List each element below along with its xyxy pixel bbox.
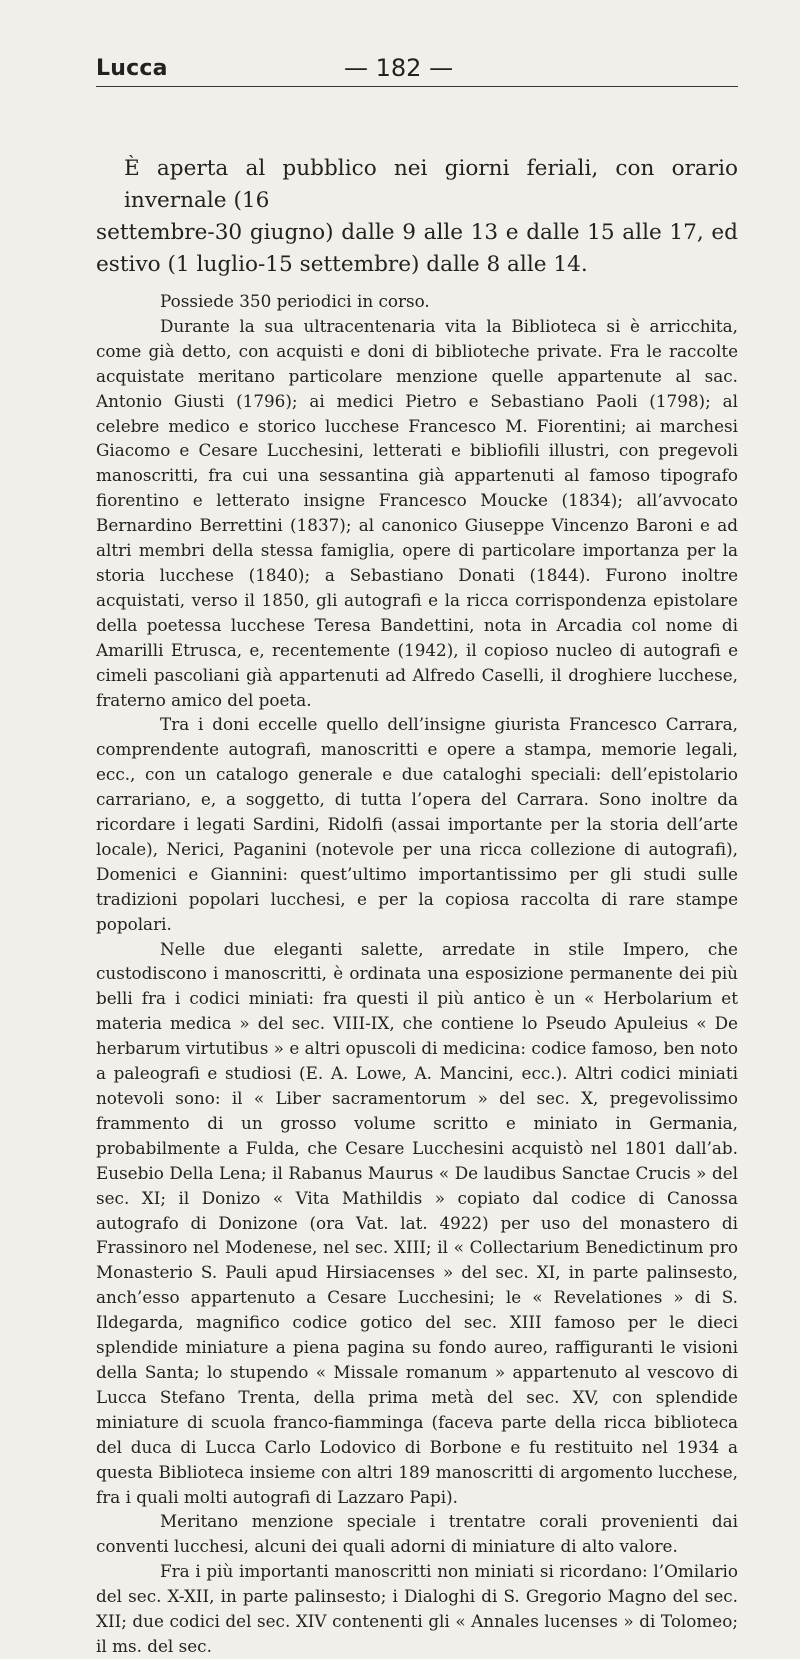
running-head: Lucca	[96, 56, 168, 81]
paragraph-donations: Tra i doni eccelle quello dell’insigne giurista Francesco Carrara, comprendente autografi, manoscritti e opere a stampa, memorie legali, ecc., con un catalogo generale e due cataloghi speciali: dell’epistolario carrariano, e, a soggetto, di tutta l’opera del Carrara. Sono inoltre da ricordare i legati Sardini, Ridolfi (assai importante per la storia dell’arte locale), Nerici, Paganini (notevole per una ricca collezione di autografi), Domenici e Giannini: quest’ultimo importantissimo per gli studi sulle tradizioni popolari lucchesi, e per la copiosa raccolta di rare stampe popolari.	[96, 714, 738, 934]
page-header	[96, 52, 738, 87]
lead-paragraph	[96, 153, 738, 281]
page-number: — 182 —	[344, 54, 454, 82]
paragraph-manuscripts-exhibit: Nelle due eleganti salette, arredate in stile Impero, che custodiscono i manoscritti, è ordinata una esposizione permanente dei più belli fra i codici miniati: fra questi il più antico è un « Herbolarium et materia medica » del sec. VIII-IX, che contiene lo Pseudo Apuleius « De herbarum virtutibus » e altri opuscoli di medicina: codice famoso, ben noto a paleografi e studiosi (E. A. Lowe, A. Mancini, ecc.). Altri codici miniati notevoli sono: il « Liber sacramentorum » del sec. X, pregevolissimo frammento di un grosso volume scritto e miniato in Germania, probabilmente a Fulda, che Cesare Lucchesini acquistò nel 1801 dall’ab. Eusebio Della Lena; il Rabanus Maurus « De laudibus Sanctae Crucis » del sec. XI; il Donizo « Vita Mathildis » copiato dal codice di Canossa autografo di Donizone (ora Vat. lat. 4922) per uso del monastero di Frassinoro nel Modenese, nel sec. XIII; il « Collectarium Benedictinum pro Monasterio S. Pauli apud Hirsiacenses » del sec. XI, in parte palinsesto, anch’esso appartenuto a Cesare Lucchesini; le « Revelationes » di S. Ildegarda, magnifico codice gotico del sec. XIII famoso per le dieci splendide miniature a piena pagina su fondo aureo, raffiguranti le visioni della Santa; lo stupendo « Missale romanum » appartenuto al vescovo di Lucca Stefano Trenta, della prima metà del sec. XV, con splendide miniature di scuola franco-fiamminga (faceva parte della ricca biblioteca del duca di Lucca Carlo Lodovico di Borbone e fu restituito nel 1934 a questa Biblioteca insieme con altri 189 manoscritti di argomento lucchese, fra i quali molti autografi di Lazzaro Papi).	[96, 938, 738, 1507]
body-text	[96, 289, 738, 1659]
paragraph-acquisitions: Durante la sua ultracentenaria vita la Biblioteca si è arricchita, come già detto, con acquisti e doni di biblioteche private. Fra le raccolte acquistate meritano particolare menzione quelle appartenute al sac. Antonio Giusti (1796); ai medici Pietro e Sebastiano Paoli (1798); al celebre medico e storico lucchese Francesco M. Fiorentini; ai marchesi Giacomo e Cesare Lucchesini, letterati e bibliofili illustri, con pregevoli manoscritti, fra cui una sessantina già appartenuti al famoso tipografo fiorentino e letterato insigne Francesco Moucke (1834); all’avvocato Bernardino Berrettini (1837); al canonico Giuseppe Vincenzo Baroni e ad altri membri della stessa famiglia, opere di particolare importanza per la storia lucchese (1840); a Sebastiano Donati (1844). Furono inoltre acquistati, verso il 1850, gli autografi e la ricca corrispondenza epistolare della poetessa lucchese Teresa Bandettini, nota in Arcadia col nome di Amarilli Etrusca, e, recentemente (1942), il copioso nucleo di autografi e cimeli pascoliani già appartenuti ad Alfredo Caselli, il droghiere lucchese, fraterno amico del poeta.	[96, 315, 738, 710]
paragraph-unilluminated-manuscripts: Fra i più importanti manoscritti non miniati si ricordano: l’Omilario del sec. X-XII, in parte palinsesto; i Dialoghi di S. Gregorio Magno del sec. XII; due codici del sec. XIV contenenti gli « Annales lucenses » di Tolomeo; il ms. del sec.	[96, 1561, 738, 1656]
paragraph-periodicals: Possiede 350 periodici in corso.	[160, 291, 430, 311]
lead-first-line: È aperta al pubblico nei giorni feriali, con orario invernale (16	[124, 156, 738, 213]
lead-continuation: settembre-30 giugno) dalle 9 alle 13 e dalle 15 alle 17, ed estivo (1 luglio-15 settembre) dalle 8 alle 14.	[96, 220, 738, 277]
paragraph-choir-books: Meritano menzione speciale i trentatre corali provenienti dai conventi lucchesi, alcuni dei quali adorni di miniature di alto valore.	[96, 1511, 738, 1557]
